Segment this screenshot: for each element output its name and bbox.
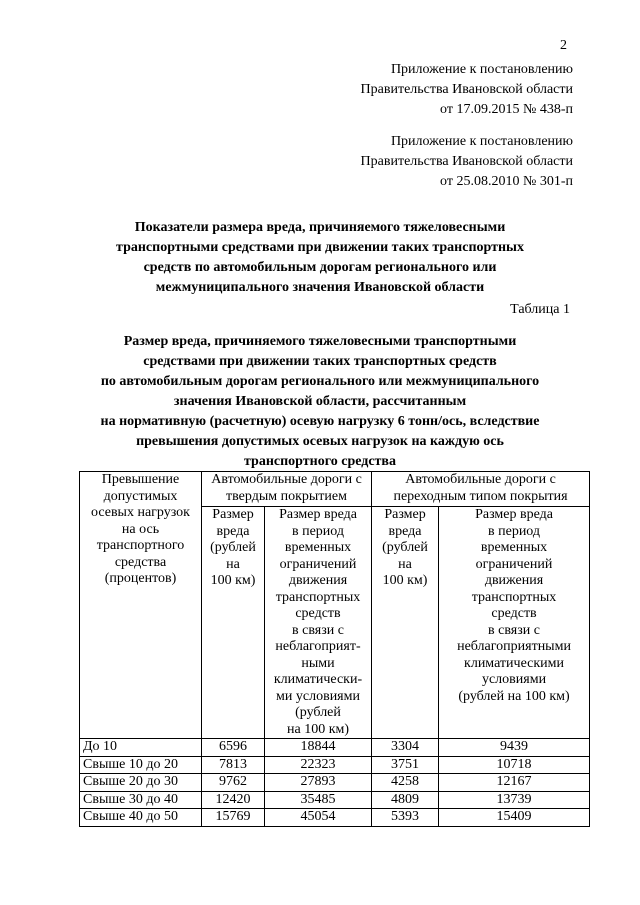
table-cell: 5393: [372, 809, 439, 827]
hard-surface-harm-header: Размер вреда (рублей на 100 км): [202, 507, 265, 739]
title-line: средств по автомобильным дорогам регионального или: [143, 260, 497, 275]
table-cell: 22323: [265, 756, 372, 774]
table-cell: 45054: [265, 809, 372, 827]
title-line: транспортными средствами при движении таких транспортных: [116, 240, 524, 255]
table-cell: 10718: [439, 756, 590, 774]
table-row: [80, 774, 590, 792]
hard-surface-seasonal-harm-header: Размер вреда в период временных ограничений движения транспортных средств в связи с неблагоприят- ными климатически- ми условиями (рублей на 100 км): [265, 507, 372, 739]
table-cell: 9439: [439, 739, 590, 757]
caption-line: на нормативную (расчетную) осевую нагрузку 6 тонн/ось, вследствие: [100, 414, 540, 429]
caption-line: превышения допустимых осевых нагрузок на каждую ось: [136, 434, 504, 449]
table-cell: 9762: [202, 774, 265, 792]
appendix-line: Правительства Ивановской области: [360, 82, 573, 97]
appendix-line: от 17.09.2015 № 438-п: [440, 102, 573, 117]
caption-line: Размер вреда, причиняемого тяжеловесными транспортными: [123, 334, 517, 349]
row-label: До 10: [80, 739, 202, 757]
table-cell: 3751: [372, 756, 439, 774]
appendix-line: от 25.08.2010 № 301-п: [440, 174, 573, 189]
title-line: Показатели размера вреда, причиняемого тяжеловесными: [134, 220, 506, 235]
hard-surface-roads-header: Автомобильные дороги с твердым покрытием: [202, 472, 372, 507]
page-number: 2: [560, 38, 567, 53]
table-cell: 12420: [202, 791, 265, 809]
table-cell: 4258: [372, 774, 439, 792]
document-title: [60, 218, 580, 298]
table-cell: 15409: [439, 809, 590, 827]
table-label: Таблица 1: [510, 302, 570, 317]
table-cell: 3304: [372, 739, 439, 757]
table-row: [80, 791, 590, 809]
table-cell: 35485: [265, 791, 372, 809]
caption-line: значения Ивановской области, рассчитанным: [173, 394, 467, 409]
table-cell: 7813: [202, 756, 265, 774]
row-label: Свыше 30 до 40: [80, 791, 202, 809]
table-cell: 6596: [202, 739, 265, 757]
transitional-surface-seasonal-harm-header: Размер вреда в период временных ограничений движения транспортных средств в связи с неблагоприятными климатическими условиями (рублей на 100 км): [439, 507, 590, 739]
table-cell: 4809: [372, 791, 439, 809]
appendix-line: Приложение к постановлению: [390, 134, 573, 149]
table-header-row: [80, 472, 590, 507]
row-label: Свыше 10 до 20: [80, 756, 202, 774]
table-row: [80, 809, 590, 827]
caption-line: по автомобильным дорогам регионального или межмуниципального: [100, 374, 540, 389]
appendix-line: Приложение к постановлению: [390, 62, 573, 77]
table-row: [80, 739, 590, 757]
table-cell: 27893: [265, 774, 372, 792]
row-label: Свыше 40 до 50: [80, 809, 202, 827]
appendix-reference-2010: [361, 132, 573, 192]
row-label: Свыше 20 до 30: [80, 774, 202, 792]
harm-rate-table: [79, 471, 590, 827]
appendix-line: Правительства Ивановской области: [360, 154, 573, 169]
caption-line: транспортного средства: [244, 454, 396, 469]
caption-line: средствами при движении таких транспортных средств: [143, 354, 497, 369]
table-cell: 12167: [439, 774, 590, 792]
table-cell: 18844: [265, 739, 372, 757]
transitional-surface-harm-header: Размер вреда (рублей на 100 км): [372, 507, 439, 739]
table-row: [80, 756, 590, 774]
transitional-surface-roads-header: Автомобильные дороги с переходным типом покрытия: [372, 472, 590, 507]
title-line: межмуниципального значения Ивановской области: [155, 280, 485, 295]
appendix-reference-2015: [361, 60, 573, 120]
table-cell: 13739: [439, 791, 590, 809]
table-caption: [60, 332, 580, 472]
table-cell: 15769: [202, 809, 265, 827]
axle-load-excess-header: Превышение допустимых осевых нагрузок на ось транспортного средства (процентов): [80, 472, 202, 739]
